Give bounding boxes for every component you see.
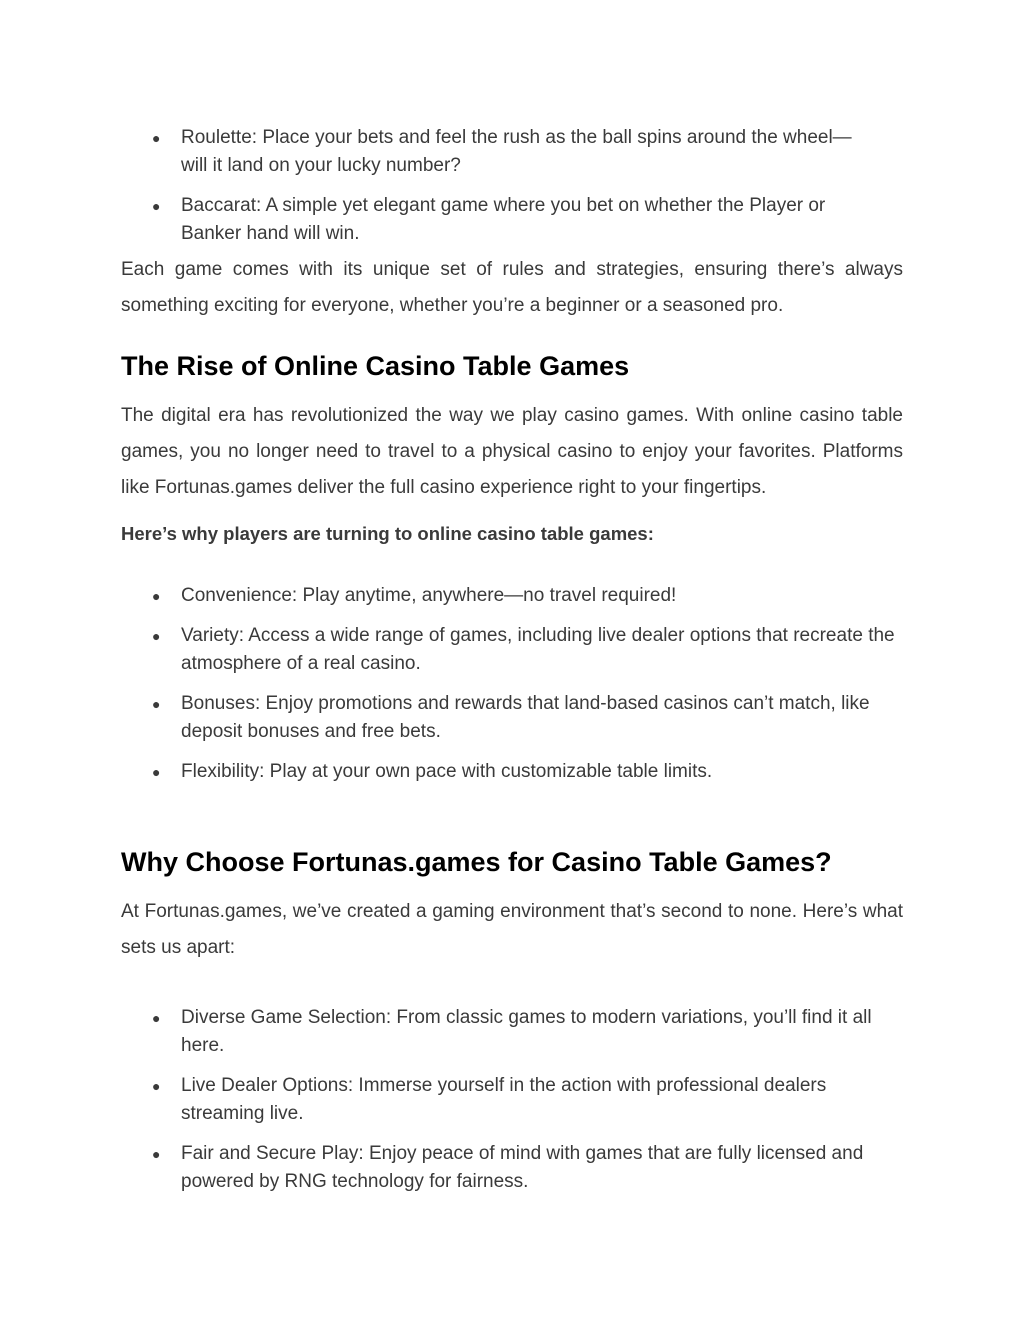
list-item: [121, 690, 903, 746]
bullet-icon: ●: [152, 588, 161, 604]
bullet-icon: ●: [152, 1078, 161, 1094]
list-item-text: Variety: Access a wide range of games, including live dealer options that recreate the atmosphere of a real casino.: [181, 625, 895, 674]
list-item-text: Convenience: Play anytime, anywhere—no travel required!: [181, 585, 677, 606]
list-item-text: Live Dealer Options: Immerse yourself in the action with professional dealers streaming live.: [181, 1075, 827, 1124]
list-item-text: Flexibility: Play at your own pace with customizable table limits.: [181, 761, 713, 782]
list-item-text: Bonuses: Enjoy promotions and rewards that land-based casinos can’t match, like deposit bonuses and free bets.: [181, 693, 870, 742]
list-item: [121, 582, 903, 610]
game-list: [121, 124, 861, 248]
list-item: [121, 1004, 896, 1060]
bullet-icon: ●: [152, 198, 161, 214]
list-item: [121, 1140, 896, 1196]
bullet-icon: ●: [152, 764, 161, 780]
reasons-list: [121, 582, 903, 786]
list-item-text: Fair and Secure Play: Enjoy peace of mind with games that are fully licensed and powered by RNG technology for fairness.: [181, 1143, 864, 1192]
reasons-lead: Here’s why players are turning to online casino table games:: [121, 523, 654, 544]
features-list: [121, 1004, 896, 1196]
list-item-text: Baccarat: A simple yet elegant game where you bet on whether the Player or Banker hand will win.: [181, 195, 826, 244]
rise-paragraph: The digital era has revolutionized the way we play casino games. With online casino table games, you no longer need to travel to a physical casino to enjoy your favorites. Platforms like Fortunas.games deliver the full casino experience right to your fingertips.: [121, 405, 903, 498]
list-item: [121, 192, 861, 248]
why-paragraph: At Fortunas.games, we’ve created a gaming environment that’s second to none. Here’s what sets us apart:: [121, 901, 903, 958]
list-item: [121, 622, 903, 678]
bullet-icon: ●: [152, 1146, 161, 1162]
list-item-text: Diverse Game Selection: From classic games to modern variations, you’ll find it all here.: [181, 1007, 872, 1056]
list-item-text: Roulette: Place your bets and feel the rush as the ball spins around the wheel—will it land on your lucky number?: [181, 127, 852, 176]
bullet-icon: ●: [152, 696, 161, 712]
section-heading-rise: The Rise of Online Casino Table Games: [121, 351, 630, 381]
list-item: [121, 1072, 896, 1128]
intro-paragraph: Each game comes with its unique set of rules and strategies, ensuring there’s always something exciting for everyone, whether you’re a beginner or a seasoned pro.: [121, 259, 903, 316]
bullet-icon: ●: [152, 130, 161, 146]
list-item: [121, 758, 903, 786]
section-heading-why: Why Choose Fortunas.games for Casino Table Games?: [121, 847, 832, 877]
bullet-icon: ●: [152, 628, 161, 644]
document-page: [121, 124, 903, 1208]
list-item: [121, 124, 861, 180]
bullet-icon: ●: [152, 1010, 161, 1026]
